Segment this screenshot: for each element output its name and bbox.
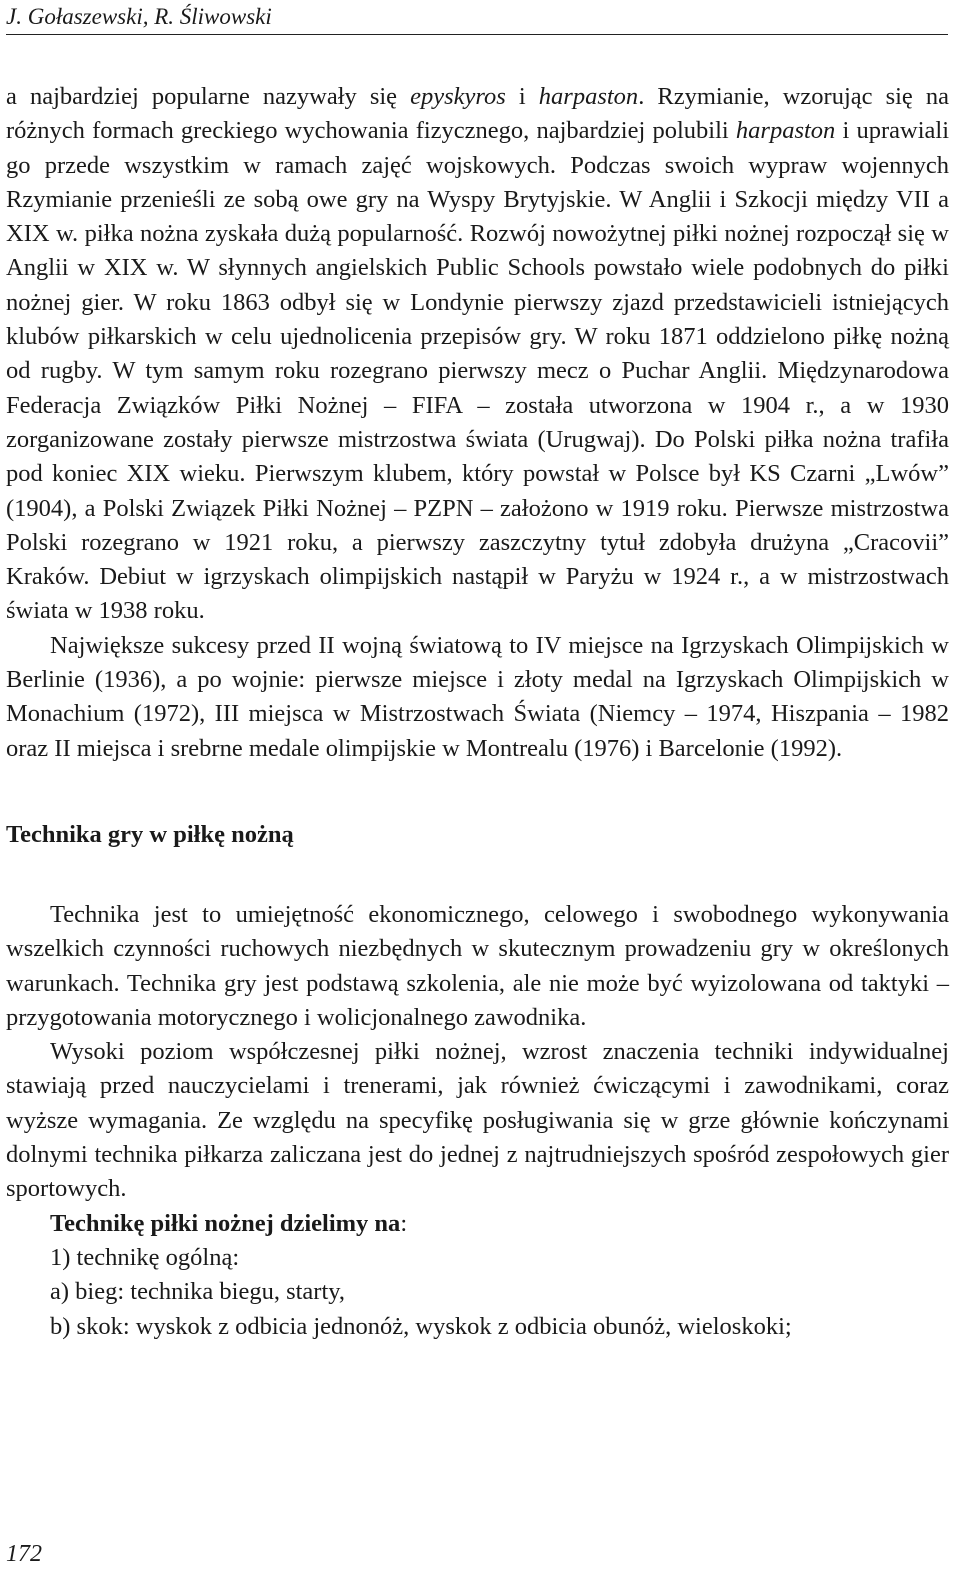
text-segment: i	[505, 83, 539, 110]
list-item: b) skok: wyskok z odbicia jednonóż, wyskok z odbicia obunóż, wieloskoki;	[50, 1312, 792, 1340]
text-segment: a najbardziej popularne nazywały się	[6, 83, 411, 110]
running-head-authors: J. Gołaszewski, R. Śliwowski	[6, 4, 272, 29]
page-number: 172	[6, 1541, 42, 1567]
term-epyskyros: epyskyros	[410, 83, 506, 110]
history-paragraph	[6, 80, 949, 629]
term-harpaston: harpaston	[538, 83, 639, 110]
term-harpaston: harpaston	[735, 117, 836, 145]
division-label: Technikę piłki nożnej dzielimy na	[50, 1209, 401, 1237]
list-item: a) bieg: technika biegu, starty,	[50, 1278, 346, 1306]
division-intro	[6, 1207, 949, 1241]
section-heading: Technika gry w piłkę nożną	[6, 820, 294, 848]
technique-definition-paragraph: Technika jest to umiejętność ekonomicznego, celowego i swobodnego wykonywania wszelkich czynności ruchowych niezbędnych w skutecznym prowadzeniu gry w określonych warunkach. Technika gry jest podstawą szkolenia, ale nie może być wyizolowana od taktyki – przygotowania motorycznego i wolicjonalnego zawodnika.	[6, 900, 949, 1031]
text-segment: i uprawiali go przede wszystkim w ramach zajęć wojskowych. Podczas swoich wypraw wojennych Rzymianie przenieśli ze sobą owe gry na Wyspy Brytyjskie. W Anglii i Szkocji między VII a XIX w. piłka nożna zyskała dużą popularność. Rozwój nowożytnej piłki nożnej rozpoczął się w Anglii w XIX w. W słynnych angielskich Public Schools powstało wiele podobnych do piłki nożnej gier. W roku 1863 odbył się w Londynie pierwszy zjazd przedstawicieli istniejących klubów piłkarskich w celu ujednolicenia przepisów gry. W roku 1871 oddzielono piłkę nożną od rugby. W tym samym roku rozegrano pierwszy mecz o Puchar Anglii. Międzynarodowa Federacja Związków Piłki Nożnej – FIFA – została utworzona w 1904 r., a w 1930 zorganizowane zostały pierwsze mistrzostwa świata (Urugwaj). Do Polski piłka nożna trafiła pod koniec XIX wieku. Pierwszym klubem, który powstał w Polsce był KS Czarni „Lwów” (1904), a Polski Związek Piłki Nożnej – PZPN – założono w 1919 roku. Pierwsze mistrzostwa Polski rozegrano w 1921 roku, a pierwszy zaszczytny tytuł zdobyła drużyna „Cracovii” Kraków. Debiut w igrzyskach olimpijskich nastąpił w Paryżu w 1924 r., a w mistrzostwach świata w 1938 roku.	[6, 117, 950, 625]
division-colon: :	[400, 1209, 408, 1237]
successes-paragraph: Największe sukcesy przed II wojną światową to IV miejsce na Igrzyskach Olimpijskich w Berlinie (1936), a po wojnie: pierwsze miejsce i złoty medal na Igrzyskach Olimpijskich w Monachium (1972), III miejsca w Mistrzostwach Świata (Niemcy – 1974, Hiszpania – 1982 oraz II miejsca i srebrne medale olimpijskie w Montrealu (1976) i Barcelonie (1992).	[6, 631, 949, 762]
running-header	[6, 4, 948, 35]
text-segment: . Rzymianie, wzorując się na różnych formach greckiego wychowania fizycznego, najbardziej polubili	[6, 83, 949, 145]
technique-requirements-paragraph: Wysoki poziom współczesnej piłki nożnej, wzrost znaczenia techniki indywidualnej stawiają przed nauczycielami i trenerami, jak również ćwiczącymi i zawodnikami, coraz wyższe wymagania. Ze względu na specyfikę posługiwania się w grze głównie kończynami dolnymi technika piłkarza zaliczana jest do jednej z najtrudniejszych spośród zespołowych gier sportowych.	[6, 1038, 949, 1203]
list-item: 1) technikę ogólną:	[50, 1243, 240, 1271]
page-body	[6, 70, 949, 1344]
